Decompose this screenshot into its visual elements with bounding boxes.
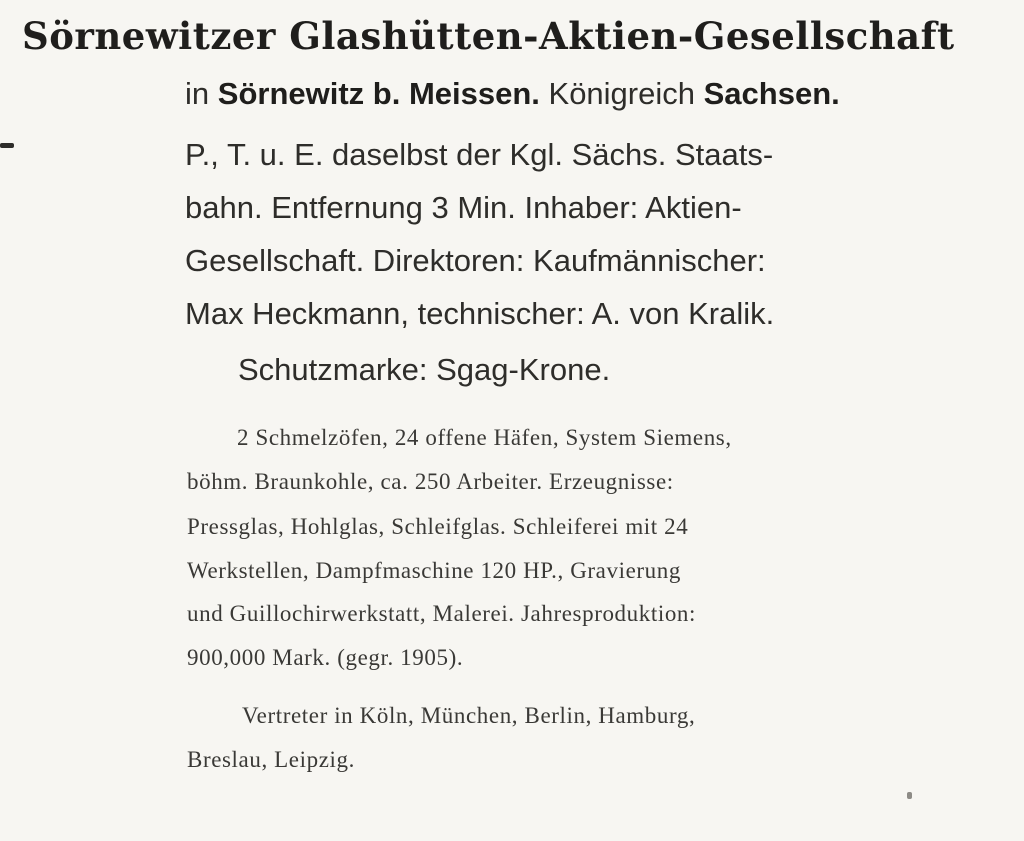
- margin-mark: [0, 143, 14, 148]
- representatives-line: Vertreter in Köln, München, Berlin, Hamburg,: [242, 703, 696, 728]
- details-line: 2 Schmelzöfen, 24 offene Häfen, System Siemens,: [237, 425, 732, 450]
- trademark-line: Schutzmarke: Sgag-Krone.: [238, 352, 611, 387]
- print-speck: [907, 792, 912, 799]
- location-town: Sörnewitz b. Meissen.: [217, 76, 540, 111]
- details-line: 900,000 Mark. (gegr. 1905).: [187, 645, 464, 670]
- location-state: Sachsen.: [703, 76, 840, 111]
- details-line: und Guillochirwerkstatt, Malerei. Jahresproduktion:: [187, 601, 697, 626]
- directors-line: Gesellschaft. Direktoren: Kaufmännischer:: [185, 243, 766, 278]
- location-line: [185, 76, 985, 112]
- location-prefix: in: [185, 76, 210, 111]
- details-line: Werkstellen, Dampfmaschine 120 HP., Gravierung: [187, 558, 681, 583]
- transport-line: P., T. u. E. daselbst der Kgl. Sächs. Staats-: [185, 137, 774, 172]
- directors-names-line: Max Heckmann, technischer: A. von Kralik.: [185, 296, 775, 331]
- company-heading: Sörnewitzer Glashütten-Aktien-Gesellschaft: [22, 14, 955, 58]
- details-line: böhm. Braunkohle, ca. 250 Arbeiter. Erzeugnisse:: [187, 469, 674, 494]
- distance-owner-line: bahn. Entfernung 3 Min. Inhaber: Aktien-: [185, 190, 742, 225]
- details-line: Pressglas, Hohlglas, Schleifglas. Schleiferei mit 24: [187, 514, 689, 539]
- location-kingdom: Königreich: [548, 76, 695, 111]
- representatives-line: Breslau, Leipzig.: [187, 747, 355, 772]
